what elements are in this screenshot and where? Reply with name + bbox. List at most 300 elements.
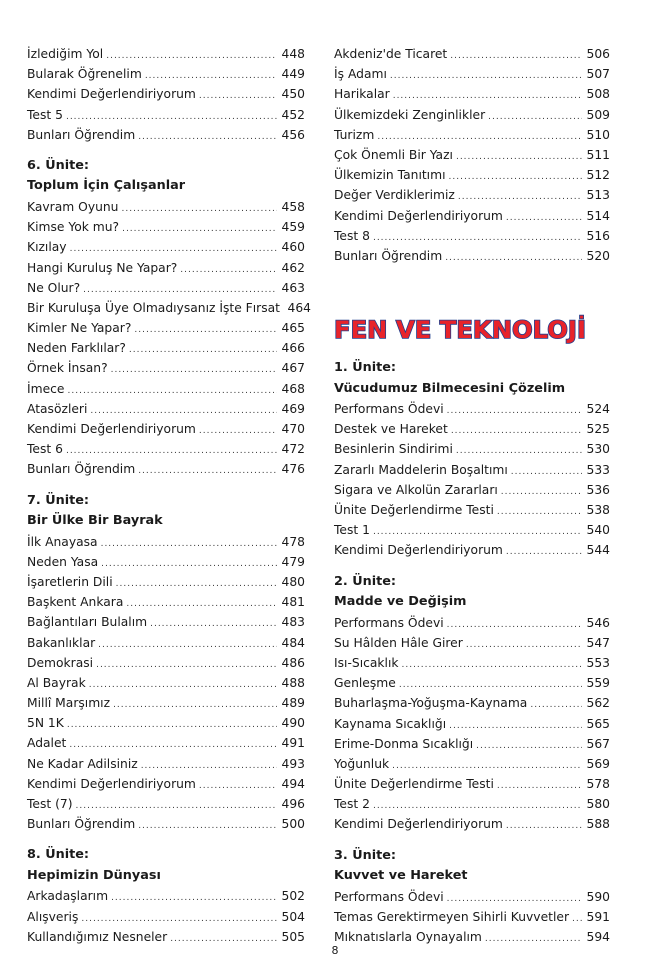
- toc-entry-page: 464: [287, 300, 311, 315]
- toc-entry: [27, 673, 305, 693]
- dot-leader: [466, 635, 582, 655]
- dot-leader: [373, 796, 582, 816]
- toc-entry-page: 460: [281, 240, 305, 255]
- section-banner-text: FEN VE TEKNOLOJİ: [334, 316, 584, 345]
- toc-entry-page: 452: [281, 107, 305, 122]
- unit-title: Madde ve Değişim: [334, 594, 467, 610]
- toc-entry-title: Kendimi Değerlendiriyorum: [334, 543, 503, 558]
- toc-entry: [334, 439, 610, 459]
- toc-entry-page: 456: [281, 127, 305, 142]
- toc-entry-title: Turizm: [334, 127, 375, 142]
- toc-entry-title: Test 5: [27, 107, 63, 122]
- toc-entry-title: Kullandığımız Nesneler: [27, 929, 168, 944]
- toc-entry: [27, 794, 305, 814]
- toc-entry-page: 466: [281, 341, 305, 356]
- dot-leader: [67, 715, 277, 735]
- toc-entry: [27, 612, 305, 632]
- toc-entry-page: 508: [586, 87, 610, 102]
- toc-entry-page: 462: [281, 260, 305, 275]
- section-banner-graphic: [334, 310, 610, 346]
- toc-entry-page: 516: [586, 228, 610, 243]
- toc-entry-page: 484: [281, 635, 305, 650]
- toc-entry-title: Ünite Değerlendirme Testi: [334, 777, 494, 792]
- toc-entry-title: Atasözleri: [27, 401, 88, 416]
- toc-entry-page: 504: [281, 909, 305, 924]
- toc-entry-title: Kaynama Sıcaklığı: [334, 716, 447, 731]
- toc-entry: [27, 84, 305, 104]
- dot-leader: [89, 675, 277, 695]
- toc-entry-page: 567: [586, 736, 610, 751]
- toc-entry: [334, 673, 610, 693]
- toc-entry: [334, 653, 610, 673]
- toc-entry-page: 590: [586, 889, 610, 904]
- dot-leader: [141, 756, 277, 776]
- toc-entry-title: Örnek İnsan?: [27, 361, 108, 376]
- toc-entry: [334, 754, 610, 774]
- toc-entry: [334, 887, 610, 907]
- toc-entry: [27, 886, 305, 906]
- toc-entry-page: 594: [586, 930, 610, 944]
- dot-leader: [401, 655, 582, 675]
- toc-list: [27, 532, 305, 835]
- dot-leader: [449, 716, 582, 736]
- toc-entry: [334, 540, 610, 560]
- toc-list: [27, 44, 305, 145]
- toc-entry: [27, 633, 305, 653]
- toc-entry-page: 470: [281, 422, 305, 436]
- unit-label: 7. Ünite:: [27, 492, 90, 508]
- toc-entry-title: Sigara ve Alkolün Zararları: [334, 482, 498, 497]
- toc-entry: [334, 64, 610, 84]
- toc-entry-title: İlk Anayasa: [27, 534, 98, 549]
- toc-entry: [334, 399, 610, 419]
- left-column: [27, 44, 311, 947]
- toc-entry-title: Performans Ödevi: [334, 402, 444, 417]
- toc-entry: [27, 217, 305, 237]
- toc-entry-page: 547: [586, 635, 610, 650]
- dot-leader: [150, 614, 277, 634]
- toc-entry-title: Ülkemizin Tanıtımı: [334, 168, 446, 183]
- unit-title: Vücudumuz Bilmecesini Çözelim: [334, 380, 566, 396]
- toc-entry-title: Kendimi Değerlendiriyorum: [27, 87, 196, 102]
- unit-title: Toplum İçin Çalışanlar: [27, 178, 186, 194]
- dot-leader: [90, 401, 277, 421]
- toc-entry-title: Demokrasi: [27, 655, 94, 670]
- toc-entry-page: 478: [281, 534, 305, 549]
- dot-leader: [506, 542, 582, 562]
- toc-entry-title: Besinlerin Sindirimi: [334, 442, 453, 457]
- toc-entry: [334, 520, 610, 540]
- dot-leader: [511, 462, 582, 482]
- dot-leader: [390, 66, 582, 86]
- toc-entry: [334, 814, 610, 834]
- dot-leader: [138, 816, 277, 836]
- dot-leader: [66, 107, 277, 127]
- dot-leader: [506, 208, 582, 228]
- toc-entry: [334, 613, 610, 633]
- toc-entry-page: 530: [586, 442, 610, 457]
- dot-leader: [145, 66, 277, 86]
- toc-entry: [27, 125, 305, 145]
- toc-entry-title: Bunları Öğrendim: [27, 462, 136, 477]
- toc-entry: [334, 105, 610, 125]
- dot-leader: [66, 441, 277, 461]
- toc-entry: [334, 206, 610, 226]
- toc-entry-page: 458: [281, 199, 305, 214]
- toc-entry: [334, 84, 610, 104]
- toc-entry: [334, 226, 610, 246]
- toc-entry-title: Temas Gerektirmeyen Sihirli Kuvvetler: [334, 909, 570, 924]
- toc-entry-title: Performans Ödevi: [334, 615, 444, 630]
- toc-entry-page: 588: [586, 817, 610, 832]
- toc-entry: [27, 419, 305, 439]
- toc-entry: [27, 713, 305, 733]
- toc-entry: [334, 907, 610, 927]
- toc-entry-title: Buharlaşma-Yoğuşma-Kaynama: [334, 696, 528, 711]
- toc-entry: [27, 907, 305, 927]
- toc-entry-page: 520: [586, 248, 610, 263]
- toc-entry: [334, 165, 610, 185]
- toc-entry: [27, 44, 305, 64]
- toc-entry: [27, 653, 305, 673]
- toc-entry-page: 465: [281, 321, 305, 336]
- toc-entry-page: 512: [586, 168, 610, 183]
- toc-entry: [334, 246, 610, 266]
- toc-entry-title: Test 2: [334, 797, 370, 812]
- toc-entry: [27, 197, 305, 217]
- toc-entry: [27, 552, 305, 572]
- dot-leader: [373, 228, 582, 248]
- toc-entry-title: Test (7): [27, 797, 73, 811]
- toc-entry-title: Ünite Değerlendirme Testi: [334, 503, 494, 517]
- toc-entry-title: Su Hâlden Hâle Girer: [334, 635, 463, 650]
- toc-entry-page: 559: [586, 676, 610, 691]
- dot-leader: [106, 46, 277, 66]
- toc-entry-title: Kimse Yok mu?: [27, 220, 120, 235]
- unit-title: Kuvvet ve Hareket: [334, 868, 468, 884]
- dot-leader: [572, 909, 582, 929]
- toc-entry: [334, 419, 610, 439]
- toc-list: [334, 399, 610, 561]
- dot-leader: [83, 280, 277, 300]
- toc-entry-title: Zararlı Maddelerin Boşaltımı: [334, 462, 508, 477]
- unit-label: 1. Ünite:: [334, 360, 397, 376]
- toc-entry-page: 448: [281, 47, 305, 61]
- toc-entry-title: Test 6: [27, 442, 63, 457]
- dot-leader: [134, 320, 277, 340]
- toc-entry-title: Bunları Öğrendim: [334, 248, 443, 263]
- toc-entry: [27, 379, 305, 399]
- dot-leader: [392, 756, 582, 776]
- toc-entry: [27, 532, 305, 552]
- dot-leader: [101, 554, 277, 574]
- toc-entry-title: Al Bayrak: [27, 675, 86, 690]
- toc-entry-title: İzlediğim Yol: [27, 47, 104, 61]
- toc-entry-page: 468: [281, 381, 305, 396]
- toc-entry: [27, 774, 305, 794]
- dot-leader: [449, 167, 583, 187]
- toc-entry: [27, 572, 305, 592]
- toc-entry-title: İşaretlerin Dili: [27, 574, 113, 589]
- dot-leader: [76, 796, 277, 816]
- dot-leader: [447, 889, 582, 909]
- toc-entry-title: Çok Önemli Bir Yazı: [334, 147, 453, 162]
- dot-leader: [456, 441, 582, 461]
- toc-entry: [334, 794, 610, 814]
- toc-entry-title: Performans Ödevi: [334, 889, 444, 904]
- toc-entry-page: 493: [281, 756, 305, 771]
- page-number: 8: [331, 944, 339, 957]
- dot-leader: [530, 695, 582, 715]
- toc-entry-page: 481: [281, 595, 305, 610]
- dot-leader: [501, 482, 582, 502]
- toc-entry: [27, 278, 305, 298]
- toc-entry-title: Kendimi Değerlendiriyorum: [334, 208, 503, 223]
- toc-entry: [27, 814, 305, 834]
- toc-entry-page: 491: [281, 736, 305, 751]
- toc-list: [27, 886, 305, 947]
- dot-leader: [497, 502, 582, 522]
- toc-entry-title: Millî Marşımız: [27, 696, 111, 711]
- toc-entry: [27, 592, 305, 612]
- toc-entry-page: 565: [586, 716, 610, 731]
- toc-entry-title: Kavram Oyunu: [27, 199, 119, 214]
- toc-entry-title: Neden Farklılar?: [27, 341, 126, 356]
- dot-leader: [451, 421, 582, 441]
- toc-entry-title: Kendimi Değerlendiriyorum: [27, 422, 196, 436]
- dot-leader: [399, 675, 582, 695]
- toc-entry: [334, 125, 610, 145]
- toc-entry-page: 488: [281, 675, 305, 690]
- toc-entry: [27, 459, 305, 479]
- toc-entry-page: 476: [281, 462, 305, 477]
- toc-entry-page: 546: [586, 615, 610, 630]
- toc-entry: [27, 105, 305, 125]
- toc-entry: [27, 338, 305, 358]
- toc-entry-title: Neden Yasa: [27, 554, 99, 569]
- toc-entry-page: 540: [586, 523, 610, 538]
- toc-entry-title: İş Adamı: [334, 67, 387, 82]
- unit-label: 2. Ünite:: [334, 573, 397, 589]
- toc-list: [334, 887, 610, 948]
- toc-entry-page: 510: [586, 127, 610, 142]
- toc-entry: [334, 734, 610, 754]
- right-column: [334, 44, 610, 947]
- toc-entry-page: 544: [586, 543, 610, 558]
- dot-leader: [138, 461, 277, 481]
- toc-entry-page: 511: [586, 147, 610, 162]
- toc-entry-title: Bunları Öğrendim: [27, 817, 136, 832]
- toc-entry-page: 525: [586, 422, 610, 437]
- dot-leader: [456, 147, 582, 167]
- toc-entry: [334, 714, 610, 734]
- dot-leader: [199, 86, 277, 106]
- toc-list: [27, 197, 311, 480]
- toc-entry-title: Bularak Öğrenelim: [27, 67, 142, 82]
- toc-entry-page: 479: [281, 554, 305, 569]
- toc-entry-page: 513: [586, 188, 610, 203]
- toc-entry-title: Yoğunluk: [334, 756, 390, 771]
- dot-leader: [458, 187, 582, 207]
- toc-entry-title: Kimler Ne Yapar?: [27, 321, 132, 336]
- toc-entry-page: 472: [281, 442, 305, 457]
- dot-leader: [96, 655, 277, 675]
- toc-entry-title: Test 8: [334, 228, 370, 243]
- dot-leader: [199, 421, 277, 441]
- toc-entry-page: 480: [281, 574, 305, 589]
- section-banner: [334, 310, 610, 346]
- toc-entry: [27, 237, 305, 257]
- dot-leader: [445, 248, 582, 268]
- toc-entry-page: 562: [586, 696, 610, 711]
- toc-entry: [334, 185, 610, 205]
- toc-entry-title: Kendimi Değerlendiriyorum: [334, 817, 503, 832]
- toc-entry-title: Isı-Sıcaklık: [334, 655, 399, 670]
- dot-leader: [69, 735, 277, 755]
- toc-entry: [27, 754, 305, 774]
- dot-leader: [70, 239, 277, 259]
- dot-leader: [497, 776, 582, 796]
- toc-entry: [27, 399, 305, 419]
- toc-entry-title: Değer Verdiklerimiz: [334, 188, 455, 203]
- toc-entry-page: 496: [281, 797, 305, 811]
- toc-entry: [27, 64, 305, 84]
- toc-entry: [27, 298, 311, 318]
- toc-entry-page: 490: [281, 716, 305, 731]
- dot-leader: [129, 340, 277, 360]
- toc-entry: [334, 774, 610, 794]
- toc-entry-title: Test 1: [334, 523, 370, 538]
- dot-leader: [447, 401, 582, 421]
- toc-entry-title: Harikalar: [334, 87, 390, 102]
- toc-entry-page: 449: [281, 67, 305, 82]
- toc-entry-title: Ne Olur?: [27, 280, 81, 295]
- toc-entry: [334, 145, 610, 165]
- dot-leader: [126, 594, 277, 614]
- toc-entry-title: Başkent Ankara: [27, 595, 124, 610]
- toc-entry-page: 502: [281, 889, 305, 904]
- dot-leader: [393, 86, 582, 106]
- unit-title: Bir Ülke Bir Bayrak: [27, 513, 163, 529]
- toc-entry-page: 467: [281, 361, 305, 376]
- toc-entry-title: Bir Kuruluşa Üye Olmadıysanız İşte Fırsat: [27, 300, 280, 315]
- toc-entry: [334, 460, 610, 480]
- unit-label: 6. Ünite:: [27, 157, 90, 173]
- dot-leader: [138, 127, 277, 147]
- toc-entry-page: 505: [281, 929, 305, 944]
- toc-entry-title: 5N 1K: [27, 716, 64, 731]
- toc-entry-page: 514: [586, 208, 610, 223]
- toc-entry-page: 506: [586, 47, 610, 61]
- toc-entry-title: Adalet: [27, 736, 67, 751]
- dot-leader: [81, 909, 277, 929]
- toc-entry-page: 536: [586, 482, 610, 497]
- toc-entry-page: 469: [281, 401, 305, 416]
- toc-entry: [27, 318, 305, 338]
- toc-entry-page: 524: [586, 402, 610, 417]
- dot-leader: [180, 260, 277, 280]
- toc-entry-page: 500: [281, 817, 305, 832]
- toc-entry-title: İmece: [27, 381, 65, 396]
- toc-entry-page: 591: [586, 909, 610, 924]
- toc-entry: [27, 358, 305, 378]
- toc-entry-page: 494: [281, 776, 305, 791]
- toc-entry-page: 533: [586, 462, 610, 477]
- dot-leader: [68, 381, 278, 401]
- dot-leader: [447, 615, 582, 635]
- dot-leader: [450, 46, 582, 66]
- toc-entry-page: 553: [586, 655, 610, 670]
- toc-entry-page: 507: [586, 67, 610, 82]
- toc-entry-title: Arkadaşlarım: [27, 889, 109, 904]
- dot-leader: [476, 736, 582, 756]
- toc-entry-page: 489: [281, 696, 305, 711]
- toc-entry-page: 463: [281, 280, 305, 295]
- toc-entry: [334, 480, 610, 500]
- toc-entry-title: Bakanlıklar: [27, 635, 96, 650]
- toc-entry-title: Kendimi Değerlendiriyorum: [27, 776, 196, 791]
- toc-entry-page: 569: [586, 756, 610, 771]
- dot-leader: [121, 199, 277, 219]
- toc-entry: [27, 258, 305, 278]
- dot-leader: [199, 776, 277, 796]
- toc-list: [334, 613, 610, 835]
- toc-entry-page: 509: [586, 107, 610, 122]
- toc-entry-page: 450: [281, 87, 305, 102]
- toc-entry: [27, 733, 305, 753]
- dot-leader: [506, 816, 582, 836]
- toc-entry-page: 538: [586, 503, 610, 517]
- toc-entry-title: Kızılay: [27, 240, 67, 255]
- dot-leader: [111, 888, 277, 908]
- toc-entry-title: Hangi Kuruluş Ne Yapar?: [27, 260, 178, 275]
- dot-leader: [111, 360, 277, 380]
- toc-entry-title: Ülkemizdeki Zenginlikler: [334, 107, 486, 122]
- toc-entry-page: 580: [586, 797, 610, 812]
- toc-entry-title: Ne Kadar Adilsiniz: [27, 756, 138, 771]
- toc-entry: [27, 693, 305, 713]
- toc-entry: [334, 500, 610, 520]
- toc-list: [334, 44, 610, 266]
- unit-title: Hepimizin Dünyası: [27, 867, 161, 883]
- toc-entry-title: Bunları Öğrendim: [27, 127, 136, 142]
- dot-leader: [98, 635, 277, 655]
- toc-entry-title: Genleşme: [334, 676, 396, 691]
- dot-leader: [377, 127, 582, 147]
- toc-entry: [334, 693, 610, 713]
- unit-label: 3. Ünite:: [334, 847, 397, 863]
- dot-leader: [373, 522, 582, 542]
- unit-label: 8. Ünite:: [27, 847, 90, 863]
- toc-entry: [334, 633, 610, 653]
- dot-leader: [488, 107, 582, 127]
- toc-entry: [27, 439, 305, 459]
- toc-entry: [334, 44, 610, 64]
- dot-leader: [113, 695, 277, 715]
- toc-entry-page: 578: [586, 777, 610, 792]
- toc-entry-title: Mıknatıslarla Oynayalım: [334, 930, 482, 944]
- toc-entry-title: Erime-Donma Sıcaklığı: [334, 736, 474, 751]
- toc-entry-title: Alışveriş: [27, 909, 79, 924]
- dot-leader: [101, 534, 277, 554]
- toc-entry-title: Destek ve Hareket: [334, 422, 448, 437]
- dot-leader: [122, 219, 277, 239]
- dot-leader: [116, 574, 277, 594]
- toc-entry-page: 486: [281, 655, 305, 670]
- toc-entry-page: 459: [281, 220, 305, 235]
- toc-entry-page: 483: [281, 615, 305, 630]
- toc-entry-title: Akdeniz'de Ticaret: [334, 47, 448, 61]
